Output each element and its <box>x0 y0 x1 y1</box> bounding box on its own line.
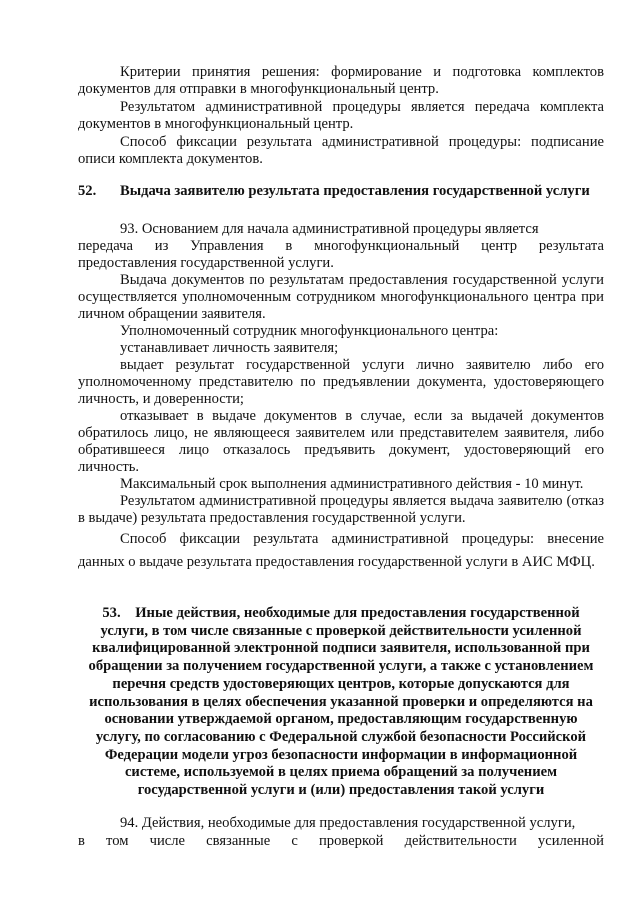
paragraph-refuses: отказывает в выдаче документов в случае, если за выдачей документов обратилось лицо, не являющееся заявителем или представителем заявителя, либо обратившееся лицо отказалось предъявить документ, удостоверяющий его личность. <box>78 408 604 475</box>
p93-word: Управления <box>190 238 264 254</box>
paragraph-max-time: Максимальный срок выполнения административного действия - 10 минут. <box>120 476 584 492</box>
p93-word: центр <box>481 238 518 254</box>
paragraph-93-line3: предоставления государственной услуги. <box>78 255 334 271</box>
paragraph-94-line1: 94. Действия, необходимые для предоставления государственной услуги, <box>120 815 576 831</box>
p94-word: том <box>106 833 129 849</box>
paragraph-criteria: Критерии принятия решения: формирование и подготовка комплектов документов для отправки в многофункциональный центр. <box>78 64 604 97</box>
section-53-line: квалифицированной электронной подписи заявителя, использованной при <box>92 640 590 657</box>
paragraph-93-line1: 93. Основанием для начала административной процедуры является <box>120 221 539 237</box>
paragraph-result-issue: Результатом административной процедуры является выдача заявителю (отказ в выдаче) результата предоставления государственной услуги. <box>78 493 604 526</box>
section-53-line: 53. Иные действия, необходимые для предоставления государственной <box>102 605 580 621</box>
section-53-line: системе, используемой в целях приема обращений за получением <box>124 764 558 781</box>
section-52-heading <box>78 183 604 200</box>
p94-word: связанные <box>206 833 271 849</box>
section-53-line: обращении за получением государственной услуги, а также с установлением <box>88 658 594 675</box>
paragraph-issues-result: выдает результат государственной услуги лично заявителю либо его уполномоченному представителю по предъявлении документа, удостоверяющего личность, и доверенности; <box>78 357 604 407</box>
section-53-line: услугу, по согласованию с Федеральной службой безопасности Российской <box>95 728 587 745</box>
p93-word: из <box>154 238 169 254</box>
p93-word: результата <box>538 238 604 254</box>
p93-word: передача <box>78 238 134 254</box>
section-53-line: перечня средств удостоверяющих центров, которые допускаются для <box>112 675 570 692</box>
p94-word: в <box>78 833 85 849</box>
section-53-number: 53. <box>102 605 121 621</box>
p93-word: многофункциональный <box>314 238 460 254</box>
section-53-line: Федерации модели угроз безопасности информации в информационной <box>104 746 578 763</box>
paragraph-93-line2 <box>78 238 604 255</box>
p94-word: проверкой <box>318 833 384 849</box>
paragraph-fixation-ais: Способ фиксации результата административной процедуры: внесение данных о выдаче результата предоставления государственной услуги в АИС МФЦ. <box>78 531 604 570</box>
section-53-heading <box>78 605 604 800</box>
p94-word: числе <box>149 833 186 849</box>
p94-word: с <box>291 833 298 849</box>
p93-word: в <box>285 238 293 254</box>
section-53-line: использования в целях обеспечения указанной проверки и определяются на <box>89 693 593 710</box>
section-53-line: государственной услуги и (или) предоставления такой услуги <box>137 782 545 799</box>
paragraph-officer: Уполномоченный сотрудник многофункционального центра: <box>120 323 499 339</box>
section-53-line: услуги, в том числе связанные с проверкой действительности усиленной <box>100 622 582 639</box>
paragraph-94-line2 <box>78 833 604 850</box>
paragraph-issue: Выдача документов по результатам предоставления государственной услуги осуществляется уполномоченным сотрудником многофункционального центра при личном обращении заявителя. <box>78 272 604 322</box>
section-52-number: 52. <box>78 183 97 199</box>
paragraph-fixation-sign: Способ фиксации результата административной процедуры: подписание описи комплекта документов. <box>78 134 604 167</box>
paragraph-result-transfer: Результатом административной процедуры является передача комплекта документов в многофункциональный центр. <box>78 99 604 132</box>
section-53-line: основании утверждаемой органом, предоставляющим государственную <box>104 711 578 728</box>
section-52-title: Выдача заявителю результата предоставления государственной услуги <box>120 183 590 199</box>
p94-word: действительности <box>404 833 517 849</box>
paragraph-identity: устанавливает личность заявителя; <box>120 340 339 356</box>
p94-word: усиленной <box>537 833 604 849</box>
